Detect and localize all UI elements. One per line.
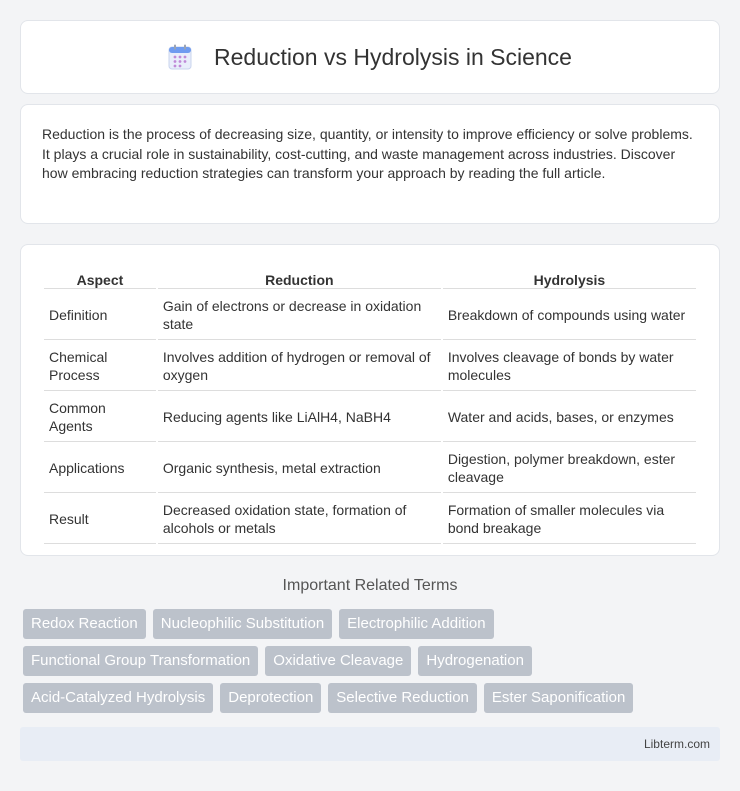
row-reduction: Organic synthesis, metal extraction: [158, 444, 441, 493]
tag-oxidative-cleavage[interactable]: Oxidative Cleavage: [265, 646, 411, 676]
table-row: [44, 342, 696, 391]
table-row: [44, 444, 696, 493]
tag-acid-catalyzed-hydrolysis[interactable]: Acid-Catalyzed Hydrolysis: [23, 683, 213, 713]
comparison-card: [20, 244, 720, 556]
table-row: [44, 291, 696, 340]
comparison-table: [42, 265, 698, 546]
header-aspect: Aspect: [44, 267, 156, 289]
row-reduction: Gain of electrons or decrease in oxidation state: [158, 291, 441, 340]
row-aspect: Result: [44, 495, 156, 544]
row-reduction: Involves addition of hydrogen or removal of oxygen: [158, 342, 441, 391]
tag-selective-reduction[interactable]: Selective Reduction: [328, 683, 477, 713]
related-terms-title: Important Related Terms: [282, 577, 458, 594]
title-wrap: [168, 44, 572, 71]
intro-card: [20, 104, 720, 224]
row-reduction: Reducing agents like LiAlH4, NaBH4: [158, 393, 441, 442]
row-aspect: Common Agents: [44, 393, 156, 442]
table-header-row: [44, 267, 696, 289]
calendar-icon: [168, 44, 192, 70]
tag-hydrogenation[interactable]: Hydrogenation: [418, 646, 532, 676]
tag-nucleophilic-substitution[interactable]: Nucleophilic Substitution: [153, 609, 332, 639]
intro-text: Reduction is the process of decreasing size, quantity, or intensity to improve efficiency or solve problems. It plays a crucial role in sustainability, cost-cutting, and waste management across industries. Discover how embracing reduction strategies can transform your approach by reading the full article.: [42, 126, 693, 182]
related-terms-tags: [23, 609, 723, 720]
header-reduction: Reduction: [158, 267, 441, 289]
footer-site-link[interactable]: Libterm.com: [643, 737, 710, 751]
tag-redox-reaction[interactable]: Redox Reaction: [23, 609, 146, 639]
row-hydrolysis: Formation of smaller molecules via bond breakage: [443, 495, 696, 544]
tag-row: [23, 683, 723, 713]
header-hydrolysis: Hydrolysis: [443, 267, 696, 289]
footer: [20, 727, 720, 761]
tag-electrophilic-addition[interactable]: Electrophilic Addition: [339, 609, 493, 639]
row-hydrolysis: Water and acids, bases, or enzymes: [443, 393, 696, 442]
row-aspect: Applications: [44, 444, 156, 493]
row-reduction: Decreased oxidation state, formation of alcohols or metals: [158, 495, 441, 544]
row-hydrolysis: Breakdown of compounds using water: [443, 291, 696, 340]
tag-deprotection[interactable]: Deprotection: [220, 683, 321, 713]
row-aspect: Chemical Process: [44, 342, 156, 391]
tag-row: [23, 609, 723, 639]
header-card: [20, 20, 720, 94]
tag-functional-group-transformation[interactable]: Functional Group Transformation: [23, 646, 258, 676]
table-row: [44, 393, 696, 442]
table-row: [44, 495, 696, 544]
row-hydrolysis: Involves cleavage of bonds by water molecules: [443, 342, 696, 391]
page-title: Reduction vs Hydrolysis in Science: [214, 43, 572, 70]
row-aspect: Definition: [44, 291, 156, 340]
row-hydrolysis: Digestion, polymer breakdown, ester cleavage: [443, 444, 696, 493]
tag-row: [23, 646, 723, 676]
tag-ester-saponification[interactable]: Ester Saponification: [484, 683, 633, 713]
